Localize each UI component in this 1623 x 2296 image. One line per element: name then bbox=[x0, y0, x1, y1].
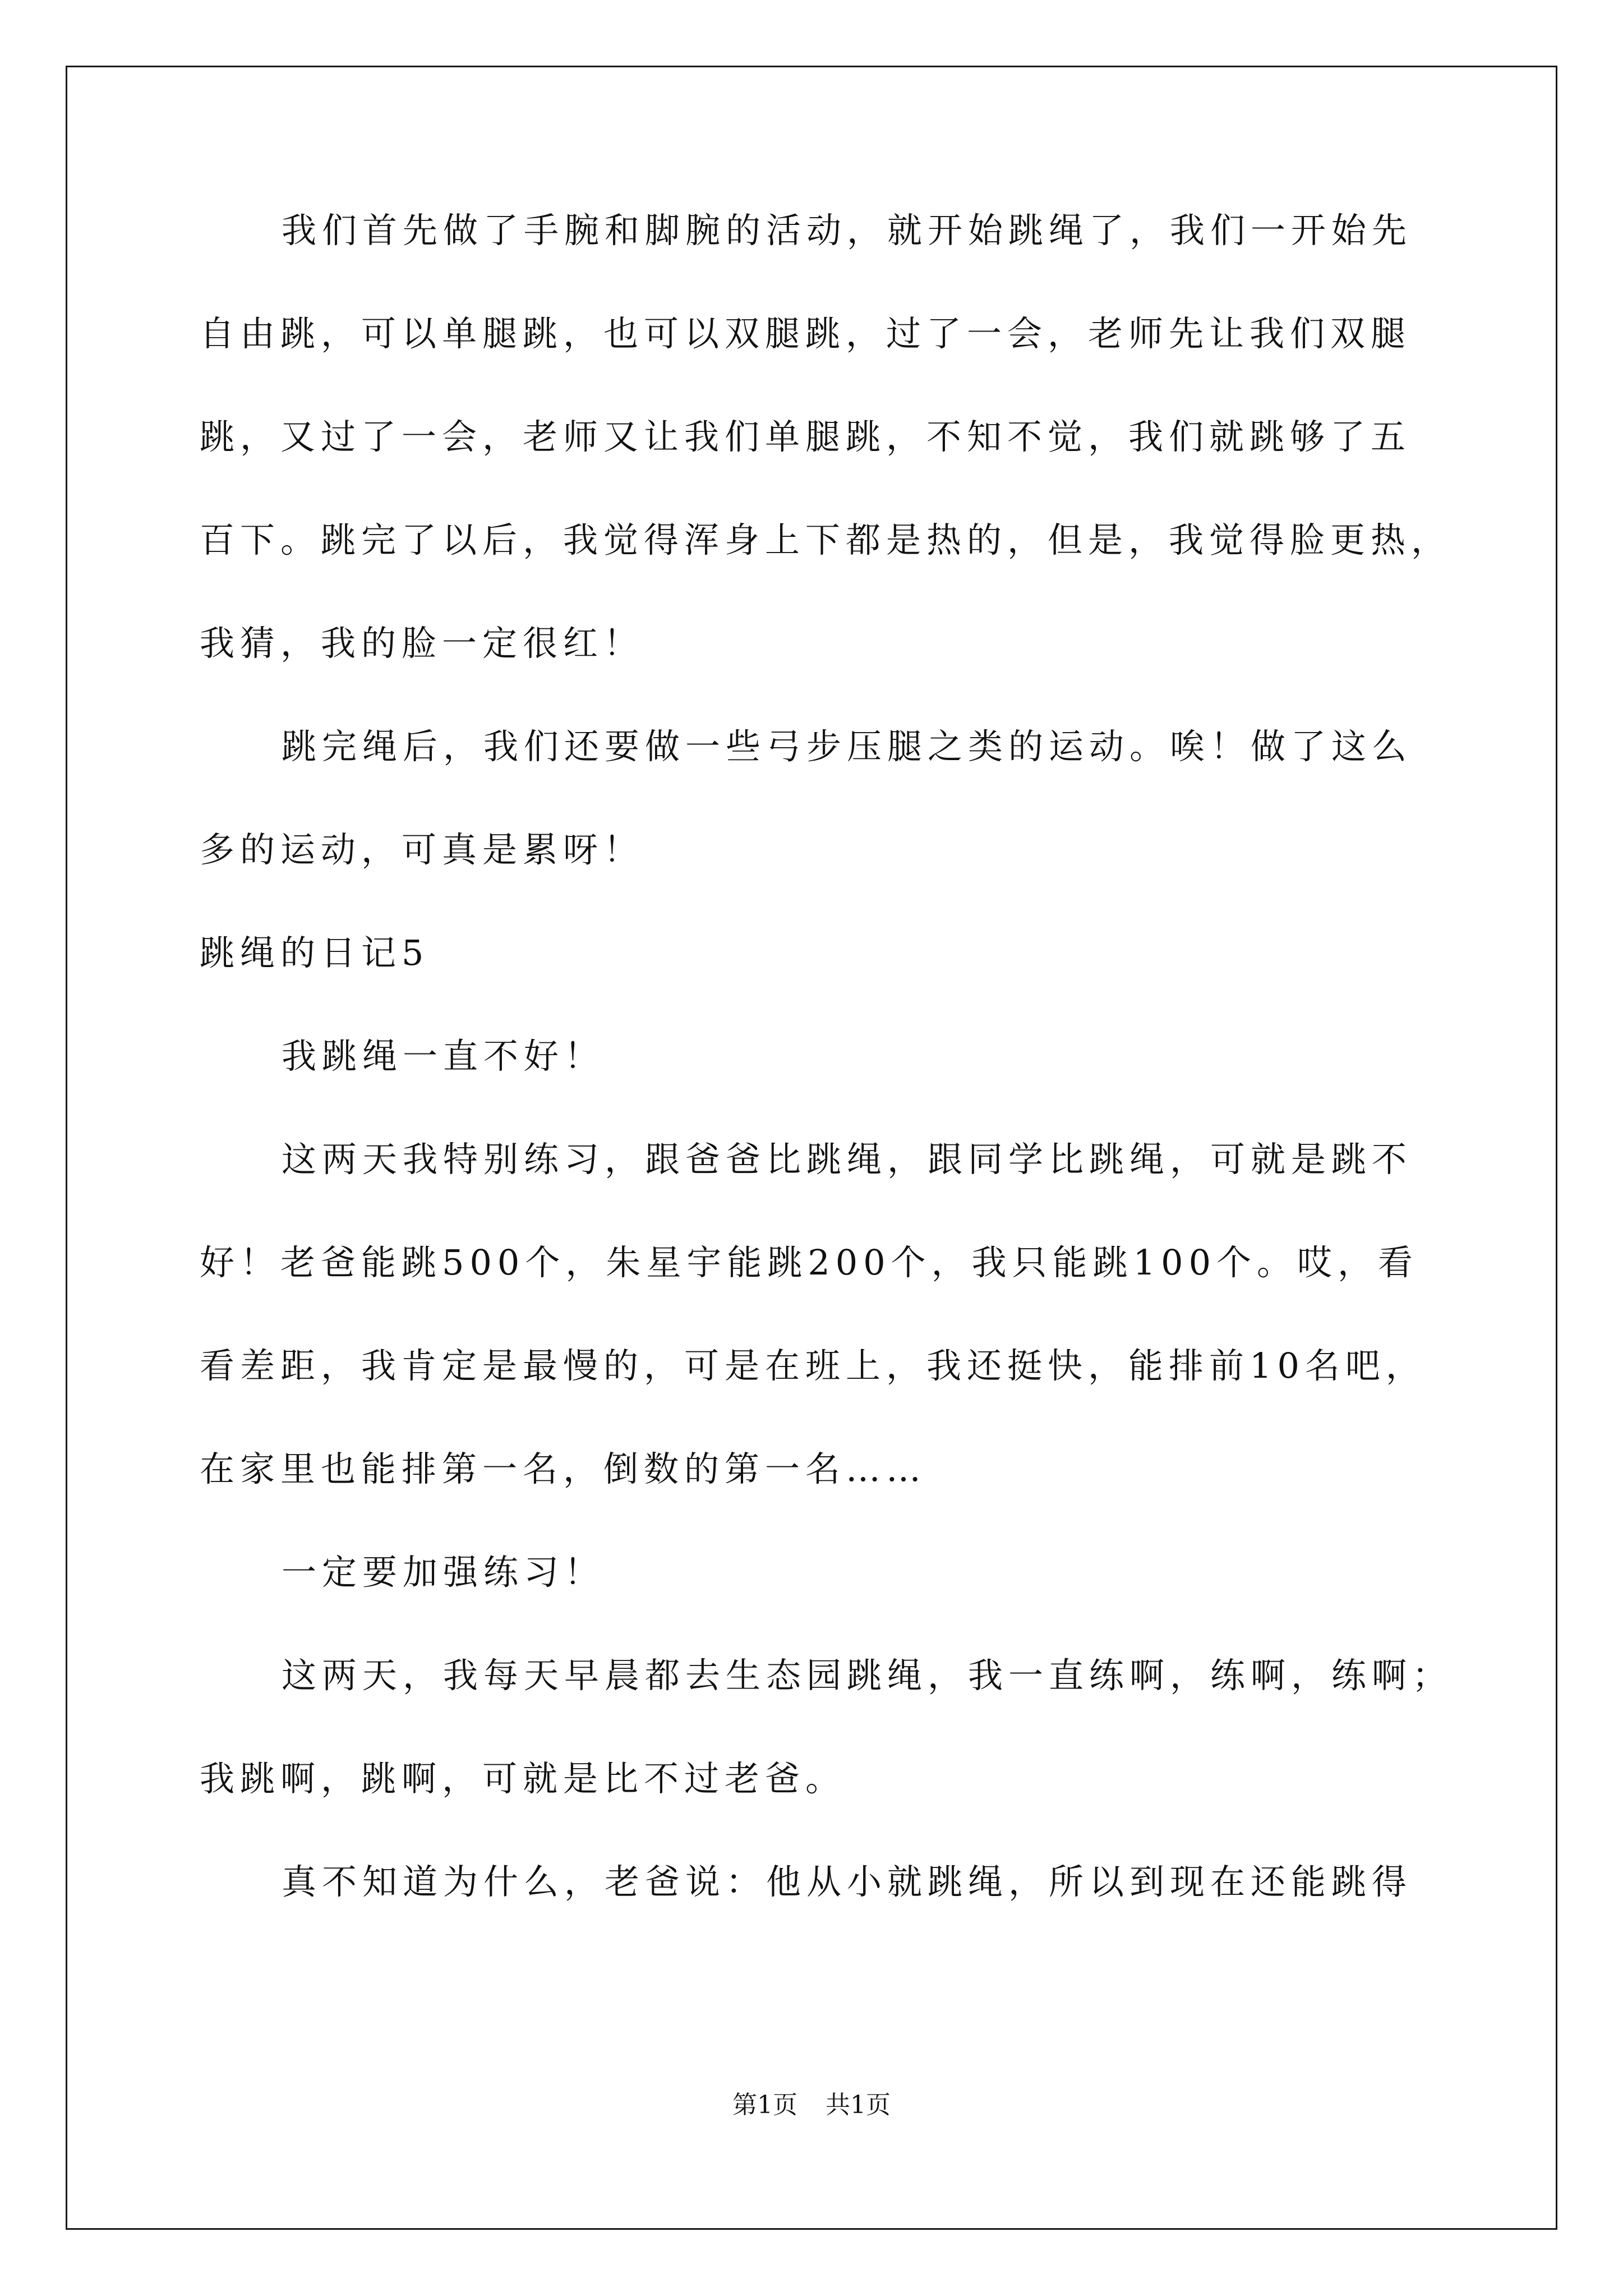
text-line: 我们首先做了手腕和脚腕的活动，就开始跳绳了，我们一开始先 bbox=[282, 210, 1413, 251]
page-total: 共1页 bbox=[826, 2091, 891, 2119]
text-line: 在家里也能排第一名，倒数的第一名…… bbox=[200, 1448, 927, 1489]
text-line: 我跳绳一直不好！ bbox=[282, 1036, 605, 1076]
text-line: 这两天我特别练习，跟爸爸比跳绳，跟同学比跳绳，可就是跳不 bbox=[282, 1139, 1413, 1180]
text-line: 一定要加强练习！ bbox=[282, 1552, 605, 1593]
section-heading: 跳绳的日记5 bbox=[200, 932, 430, 973]
text-line: 看差距，我肯定是最慢的，可是在班上，我还挺快，能排前10名吧， bbox=[200, 1345, 1426, 1386]
text-line: 这两天，我每天早晨都去生态园跳绳，我一直练啊，练啊，练啊； bbox=[282, 1655, 1453, 1696]
text-line: 真不知道为什么，老爸说：他从小就跳绳，所以到现在还能跳得 bbox=[282, 1861, 1413, 1902]
document-body bbox=[200, 210, 1453, 1966]
text-line: 跳，又过了一会，老师又让我们单腿跳，不知不觉，我们就跳够了五 bbox=[200, 416, 1412, 457]
page-number: 第1页 bbox=[732, 2091, 797, 2119]
text-line: 跳完绳后，我们还要做一些弓步压腿之类的运动。唉！做了这么 bbox=[282, 726, 1413, 767]
text-line: 多的运动，可真是累呀！ bbox=[200, 829, 644, 870]
text-line: 自由跳，可以单腿跳，也可以双腿跳，过了一会，老师先让我们双腿 bbox=[200, 313, 1412, 354]
page-footer bbox=[0, 2085, 1623, 2120]
text-line: 好！老爸能跳500个，朱星宇能跳200个，我只能跳100个。哎，看 bbox=[200, 1242, 1419, 1283]
text-line: 我猜，我的脸一定很红！ bbox=[200, 623, 644, 664]
text-line: 百下。跳完了以后，我觉得浑身上下都是热的，但是，我觉得脸更热， bbox=[200, 519, 1452, 560]
text-line: 我跳啊，跳啊，可就是比不过老爸。 bbox=[200, 1758, 846, 1799]
